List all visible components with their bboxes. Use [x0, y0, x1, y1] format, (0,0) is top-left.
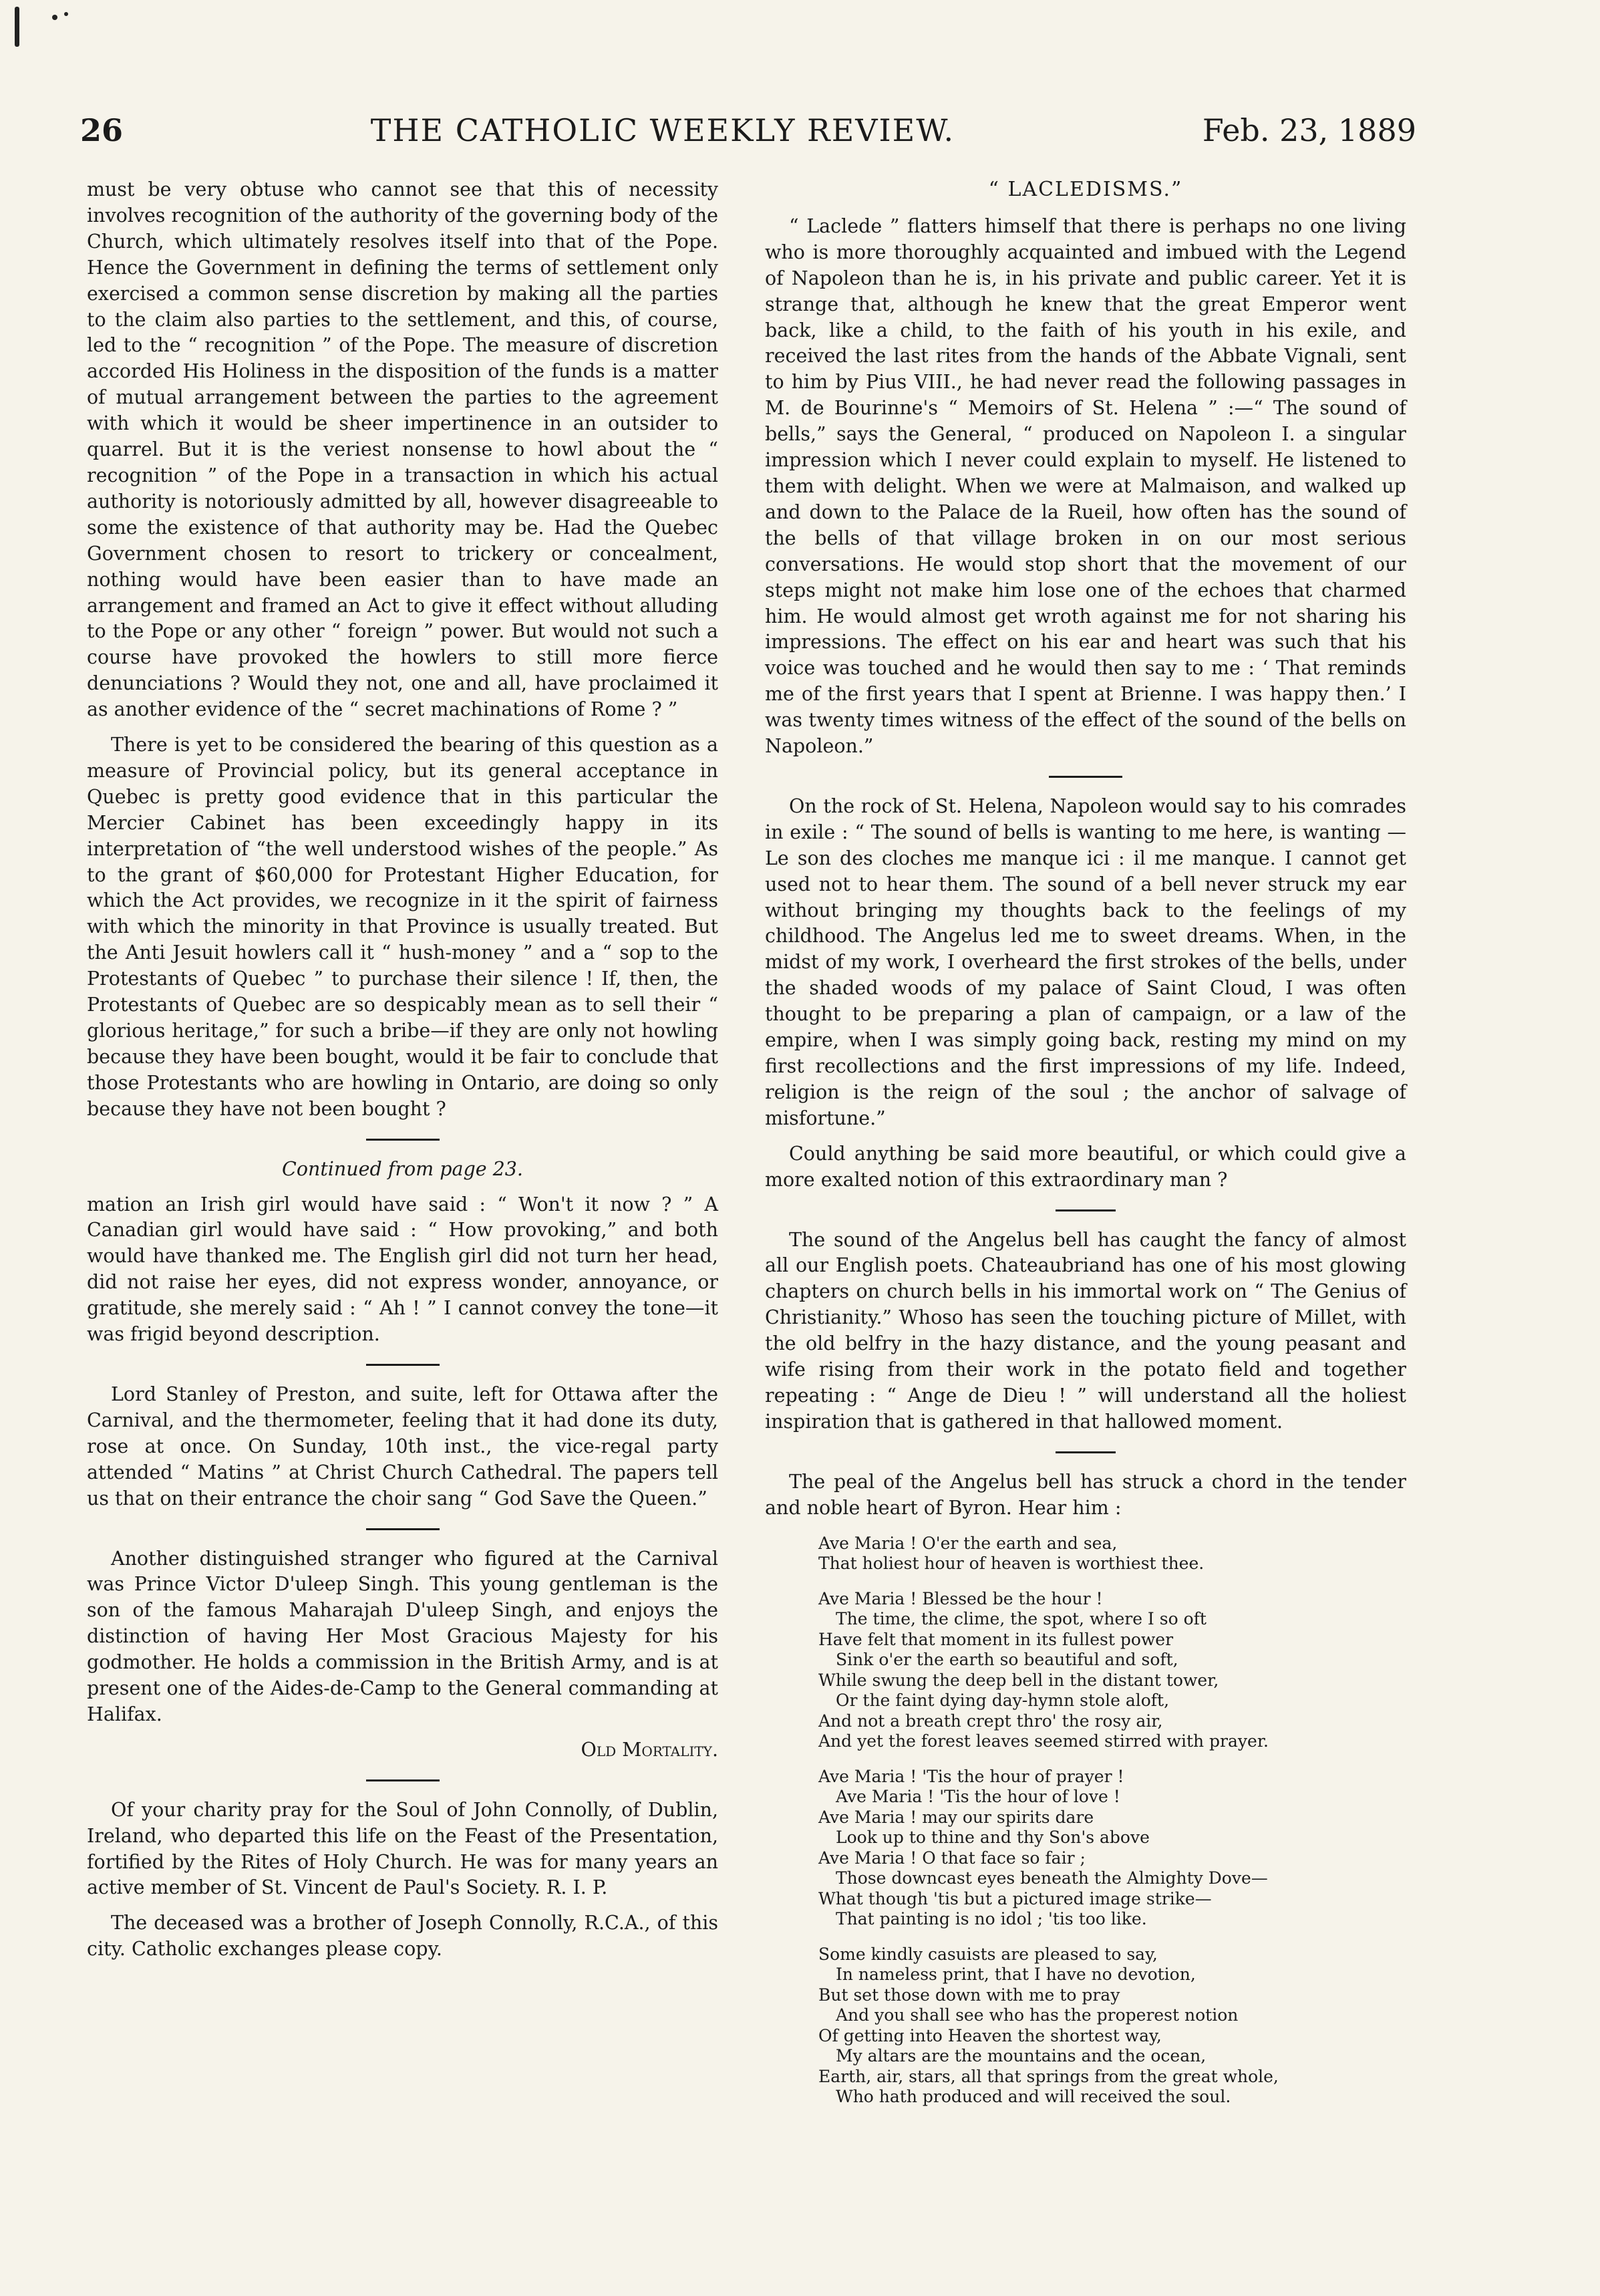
poem-stanza — [818, 1534, 1406, 1574]
scan-speck — [52, 15, 57, 20]
exalted-notion-paragraph: Could anything be said more beautiful, or which could give a more exalted notion of this extraordinary man ? — [765, 1142, 1406, 1191]
poem-line: Or the faint dying day-hymn stole aloft, — [836, 1691, 1170, 1711]
page-number: 26 — [80, 112, 124, 148]
poem-line: Sink o'er the earth so beautiful and soft, — [836, 1650, 1178, 1670]
divider — [1049, 776, 1122, 778]
poem-line: The time, the clime, the spot, where I so oft — [836, 1609, 1207, 1629]
poem-line: What though 'tis but a pictured image strike— — [818, 1888, 1212, 1908]
poem-line: Ave Maria ! 'Tis the hour of prayer ! — [818, 1766, 1124, 1786]
jesuit-question-paragraph: must be very obtuse who cannot see that this of necessity involves recognition of the authority of the governing body of the Church, which ultimately resolves itself into that of the Pope. Hence the Government in defining the terms of settlement only exercised a common sense discretion by making all the parties to the claim also parties to the settlement, and this, of course, led to the “ recognition ” of the Pope. The measure of discretion accorded His Holiness in the disposition of the funds is a matter of mutual arrangement between the parties to the agreement with which it would be sheer impertinence in an outsider to quarrel. But it is the veriest nonsense to howl about the “ recognition ” of the Pope in a transaction in which his actual authority is notoriously admitted by all, however disagreeable to some the existence of that authority may be. Had the Quebec Government chosen to resort to trickery or concealment, nothing would have been easier than to have made an arrangement and framed an Act to give it effect without alluding to the Pope or any other “ foreign ” power. But would not such a course have provoked the howlers to still more fierce denunciations ? Would they not, one and all, have proclaimed it as another evidence of the “ secret machinations of Rome ? ” — [87, 178, 718, 721]
poem-line: Have felt that moment in its fullest power — [818, 1629, 1174, 1649]
poem-line: But set those down with me to pray — [818, 1985, 1120, 2005]
byron-poem — [818, 1534, 1406, 2108]
scan-speck — [15, 7, 19, 47]
continued-text: mation an Irish girl would have said : “ Won't it now ? ” A Canadian girl would have said : “ How provoking,” and both would have thanked me. The English girl did not turn her head, did not raise her eyes, did not express wonder, annoyance, or gratitude, she merely said : “ Ah ! ” I cannot convey the tone—it was frigid beyond description. — [87, 1193, 718, 1346]
divider — [1056, 1209, 1116, 1211]
continued-label: Continued from page 23. — [282, 1157, 523, 1180]
stanley-note: Lord Stanley of Preston, and suite, left for Ottawa after the Carnival, and the thermometer, feeling that it had done its duty, rose at once. On Sunday, 10th inst., the vice-regal party attended “ Matins ” at Christ Church Cathedral. The papers tell us that on their entrance the choir sang “ God Save the Queen.” — [87, 1383, 718, 1510]
poem-line: And not a breath crept thro' the rosy air, — [818, 1711, 1163, 1731]
signature: Old Mortality. — [581, 1738, 718, 1761]
st-helena-paragraph: On the rock of St. Helena, Napoleon would say to his comrades in exile : “ The sound of bells is wanting to me here, is wanting — Le son des cloches me manque ici : il me manque. I cannot get used not to hear them. The sound of a bell never struck my ear without bringing my thoughts back to the feelings of my childhood. The Angelus led me to sweet dreams. When, in the midst of my work, I overheard the first strokes of the bells, under the shaded woods of my palace of Saint Cloud, I was often thought to be preparing a plan of campaign, or a law of the empire, when I was simply going back, resting my mind on my first recollections and the first impressions of my life. Indeed, religion is the reign of the soul ; the anchor of salvage of misfortune.” — [765, 795, 1406, 1129]
poem-line: Those downcast eyes beneath the Almighty Dove— — [836, 1868, 1268, 1888]
poem-line: Of getting into Heaven the shortest way, — [818, 2025, 1162, 2045]
poem-line: And yet the forest leaves seemed stirred with prayer. — [818, 1731, 1269, 1751]
poem-line: Ave Maria ! may our spirits dare — [818, 1807, 1094, 1827]
poem-stanza — [818, 1767, 1406, 1930]
poem-line: Look up to thine and thy Son's above — [836, 1828, 1150, 1848]
right-column — [765, 177, 1406, 2122]
poem-line: In nameless print, that I have no devotion, — [836, 1965, 1196, 1985]
obituary-note: The deceased was a brother of Joseph Connolly, R.C.A., of this city. Catholic exchanges please copy. — [87, 1912, 718, 1961]
poem-line: My altars are the mountains and the ocean, — [836, 2046, 1207, 2066]
divider — [366, 1528, 440, 1530]
poem-line: And you shall see who has the properest notion — [836, 2005, 1239, 2025]
laclede-paragraph: “ Laclede ” flatters himself that there is perhaps no one living who is more thoroughly acquainted and imbued with the Legend of Napoleon than he is, in his private and public career. Yet it is strange that, although he knew that the great Emperor went back, like a child, to the faith of his youth in his exile, and received the last rites from the hands of the Abbate Vignali, sent to him by Pius VIII., he had never read the following passages in M. de Bourinne's “ Memoirs of St. Helena ” :—“ The sound of bells,” says the General, “ produced on Napoleon I. a singular impression which I never could explain to myself. He listened to them with delight. When we were at Malmaison, and walked up and down to the Palace de la Rueil, how often has the sound of the bells of that village broken in on our most serious conversations. He would stop short that the movement of our steps might not make him lose one of the echoes that charmed him. He would almost get wroth against me for not sharing his impressions. The effect on his ear and heart was such that his voice was touched and he would then say to me : ‘ That reminds me of the first years that I spent at Brienne. I was happy then.’ I was twenty times witness of the effect of the sound of the bells on Napoleon.” — [765, 214, 1406, 758]
poem-line: Who hath produced and will received the soul. — [836, 2087, 1231, 2107]
divider — [1056, 1451, 1116, 1453]
byron-intro-paragraph: The peal of the Angelus bell has struck a chord in the tender and noble heart of Byron. Hear him : — [765, 1470, 1406, 1519]
scan-speck — [64, 12, 68, 16]
poem-line: Ave Maria ! Blessed be the hour ! — [818, 1588, 1103, 1608]
poem-line: Ave Maria ! 'Tis the hour of love ! — [836, 1787, 1120, 1807]
poem-stanza — [818, 1945, 1406, 2108]
obituary: Of your charity pray for the Soul of John Connolly, of Dublin, Ireland, who departed this life on the Feast of the Presentation, fortified by the Rites of Holy Church. He was for many years an active member of St. Vincent de Paul's Society. R. I. P. — [87, 1798, 718, 1899]
issue-date: Feb. 23, 1889 — [1202, 112, 1416, 148]
publication-title: THE CATHOLIC WEEKLY REVIEW. — [370, 112, 955, 148]
article-title: “ LACLEDISMS.” — [988, 178, 1183, 201]
poem-line: Ave Maria ! O'er the earth and sea, — [818, 1533, 1118, 1553]
poem-line: Some kindly casuists are pleased to say, — [818, 1944, 1158, 1964]
provincial-policy-paragraph: There is yet to be considered the bearing of this question as a measure of Provincial policy, but its general acceptance in Quebec is pretty good evidence that in this particular the Mercier Cabinet has been exceedingly happy in its interpretation of “the well understood wishes of the people.” As to the grant of $60,000 for Protestant Higher Education, for which the Act provides, we recognize in it the spirit of fairness with which the minority in that Province is usually treated. But the Anti Jesuit howlers call it “ hush-money ” and a “ sop to the Protestants of Quebec ” to purchase their silence ! If, then, the Protestants of Quebec are so despicably mean as to sell their “ glorious heritage,” for such a bribe—if they are only not howling because they have been bought, would it be fair to conclude that those Protestants who are howling in Ontario, are doing so only because they have not been bought ? — [87, 734, 718, 1120]
prince-note: Another distinguished stranger who figured at the Carnival was Prince Victor D'uleep Singh. This young gentleman is the son of the famous Maharajah D'uleep Singh, and enjoys the distinction of having Her Most Gracious Majesty for his godmother. He holds a commission in the British Army, and is at present one of the Aides-de-Camp to the General commanding at Halifax. — [87, 1547, 718, 1725]
divider — [366, 1779, 440, 1781]
divider — [366, 1139, 440, 1141]
poem-line: While swung the deep bell in the distant tower, — [818, 1670, 1219, 1690]
poem-line: That holiest hour of heaven is worthiest thee. — [818, 1554, 1205, 1574]
poem-line: That painting is no idol ; 'tis too like. — [836, 1909, 1147, 1929]
angelus-poets-paragraph: The sound of the Angelus bell has caught the fancy of almost all our English poets. Chateaubriand has one of his most glowing chapters on church bells in his immortal work on “ The Genius of Christianity.” Whoso has seen the touching picture of Millet, with the old belfry in the hazy distance, and the young peasant and wife rising from their work in the potato field and together repeating : “ Ange de Dieu ! ” will understand all the holiest inspiration that is gathered in that hallowed moment. — [765, 1228, 1406, 1433]
poem-line: Ave Maria ! O that face so fair ; — [818, 1848, 1086, 1868]
page-header — [80, 100, 1416, 160]
left-column — [87, 177, 718, 1972]
poem-line: Earth, air, stars, all that springs from the great whole, — [818, 2066, 1279, 2086]
poem-stanza — [818, 1589, 1406, 1752]
divider — [366, 1364, 440, 1366]
